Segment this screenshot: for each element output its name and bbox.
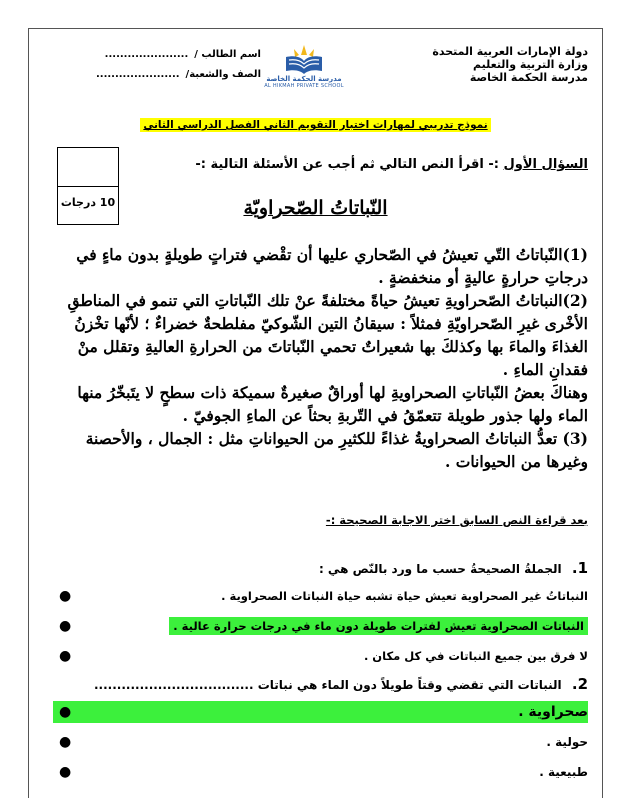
question-1-text: الجملةُ الصحيحةُ حسب ما ورد بالنّص هي :	[318, 562, 562, 576]
passage-paragraph-4: (3) تعدُّ النباتاتُ الصحراويةُ غذاءً للكثيرِ من الحيواناتِ مثل : الجمال ، والأحصنة وغيرها من الحيوانات .	[85, 429, 588, 471]
student-fields	[51, 45, 261, 85]
question-1-option-2[interactable]	[59, 615, 588, 637]
question-2-text: النباتات التي تقضي وقتاً طويلاً دون الماء هي نباتات ...................................	[93, 678, 562, 692]
question-one-text: :- اقرأ النص التالي ثم أجب عن الأسئلة التالية :-	[195, 157, 499, 172]
question-2-option-1[interactable]: ● صحراوية .	[53, 701, 588, 723]
passage-title: النّباتاتُ الصّحراويّة	[243, 197, 388, 219]
test-title: نموذج تدريبي لمهارات اختبار التقويم الثاني الفصل الدراسي الثاني	[29, 113, 602, 132]
question-1	[59, 559, 588, 577]
questions-list	[59, 559, 588, 791]
question-one-label: السؤال الأول	[503, 157, 588, 172]
instruction-text: بعد قراءة النص السابق اختر الاجابة الصحيحة :-	[325, 513, 588, 527]
student-name-field[interactable]: ......................	[104, 49, 189, 60]
book-logo-icon	[281, 43, 327, 77]
header	[29, 39, 602, 109]
question-2	[59, 675, 588, 693]
school-line-school: مدرسة الحكمة الخاصة	[469, 71, 588, 84]
question-one-heading	[195, 157, 588, 172]
passage-paragraph-3: وهناكَ بعضُ النّباتاتِ الصحراويةِ لها أوراقٌ صغيرةٌ سميكة ذات سطحٍ لا يتَبخّرُ منها الماء ولها جذور طويلة تتعمّقُ في التّربةِ بحثاً عن الماءِ الجوفيّ .	[77, 383, 588, 425]
question-2-number: 2.	[571, 675, 588, 693]
question-1-option-1[interactable]: ● النباتاتُ غير الصحراوية تعيش حياة تشبه حياة النباتات الصحراوية .	[59, 588, 588, 604]
bullet-icon: ●	[59, 704, 72, 720]
worksheet-page	[28, 28, 603, 798]
school-line-country: دولة الإمارات العربية المتحدة	[432, 45, 588, 58]
question-1-number: 1.	[571, 559, 588, 577]
logo-arabic-text: مدرسة الحكمة الخاصة	[266, 75, 342, 83]
score-grade: 10 درجات	[60, 196, 116, 209]
question-2-option-3[interactable]: ● طبيعية .	[59, 764, 588, 780]
passage-paragraph-2: (2)النباتاتُ الصّحراويةِ تعيشُ حياةً مختلفةً عنْ تلك النّباتاتِ التي تنمو في المناطقِ الأخْرى غيرِ الصّحراويّةِ فمثلاً : سيقانُ التين الشّوكيّ مفلطحةٌ خضراءٌ ؛ لأنّها تخْزنُ الغذاءَ والماءَ بها وكذلكَ بها شعيراتٌ تحمي النّباتاتَ من الحرارةِ العاليةِ وتقلل منْ فقدانِ الماءِ .	[67, 291, 588, 379]
bullet-icon: ●	[59, 588, 72, 604]
logo-english-text: AL HIKMAH PRIVATE SCHOOL	[264, 83, 344, 89]
passage-paragraph-1: (1)النّباتاتُ التّي تعيشُ في الصّحاري عليها أن تقْضي فتراتٍ طويلةٍ بدون ماءٍ في درجاتِ حرارةٍ عاليةٍ أو منخفضةٍ .	[76, 245, 588, 287]
bullet-icon: ●	[59, 648, 72, 664]
student-name-label: اسم الطالب /	[194, 49, 261, 60]
question-2-option-2[interactable]: ● حولية .	[59, 734, 588, 750]
correct-answer-highlight: النباتات الصحراوية تعيش لفترات طويلة دون ماء في درجات حرارة عالية .	[169, 617, 588, 635]
score-divider	[58, 186, 118, 187]
school-info	[432, 45, 588, 84]
question-1-option-3[interactable]: ● لا فرق بين جميع النباتات في كل مكان .	[59, 648, 588, 664]
class-field[interactable]: ......................	[95, 69, 180, 80]
reading-passage	[43, 243, 588, 473]
bullet-icon: ●	[59, 618, 72, 634]
class-label: الصف والشعبة/	[185, 69, 261, 80]
bullet-icon: ●	[59, 734, 72, 750]
bullet-icon: ●	[59, 764, 72, 780]
school-logo	[261, 43, 347, 97]
school-line-ministry: وزارة التربية والتعليم	[473, 58, 588, 71]
